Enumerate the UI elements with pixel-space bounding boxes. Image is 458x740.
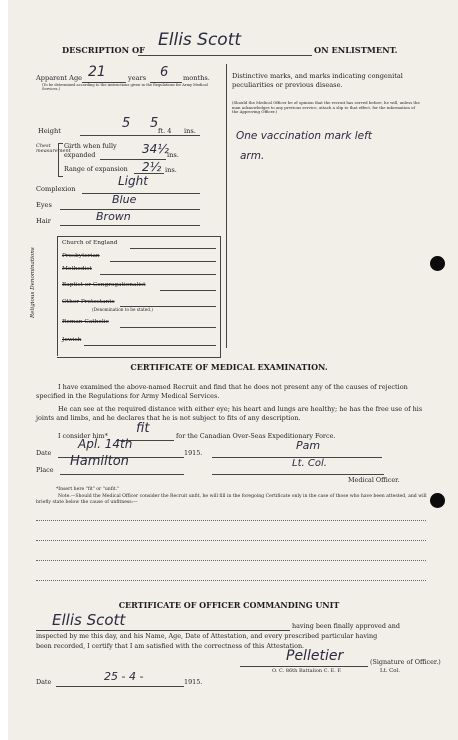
medical-place-label: Place — [36, 466, 54, 474]
co-rank: Lt. Col. — [380, 668, 400, 674]
medical-officer-initial: Pam — [296, 439, 321, 452]
height-line — [80, 135, 200, 136]
medical-year: 1915. — [184, 449, 203, 457]
co-name-line — [36, 630, 290, 631]
religion-line-3 — [100, 274, 216, 275]
complexion-label: Complexion — [36, 185, 76, 193]
height-unit-frac: ft. 4 — [158, 127, 172, 135]
medical-place-value: Hamilton — [70, 454, 129, 469]
religion-group-label: Religious Denominations — [30, 247, 36, 318]
religion-line-1 — [130, 248, 216, 249]
medical-officer-label: Medical Officer. — [348, 476, 400, 484]
religion-line-7 — [84, 345, 216, 346]
co-date-line — [56, 686, 184, 687]
co-para-line2: inspected by me this day, and his Name, Age, Date of Attestation, and every prescribed particular having — [36, 632, 378, 640]
girth-label: Girth when fully expanded — [64, 142, 117, 159]
medical-date-value: Apl. 14th — [78, 437, 133, 451]
co-signature: Pelletier — [286, 648, 344, 664]
religion-item-church-of-england: Church of England — [62, 240, 118, 246]
medical-signature: Lt. Col. — [292, 458, 327, 469]
co-date-value: 25 - 4 - — [104, 670, 144, 683]
religion-line-2 — [110, 261, 216, 262]
height-inches-value: 5 — [150, 116, 159, 131]
co-para-line3: been recorded, I certify that I am satisfied with the correctness of this Attestation. — [36, 642, 305, 650]
range-label: Range of expansion — [64, 165, 128, 173]
age-years-label: years — [128, 74, 147, 82]
column-divider — [226, 64, 227, 348]
unfit-line-1 — [36, 520, 426, 521]
co-signature-line — [240, 666, 368, 667]
medical-heading: CERTIFICATE OF MEDICAL EXAMINATION. — [130, 362, 328, 372]
description-title-left: DESCRIPTION OF — [62, 45, 145, 55]
co-signature-label: (Signature of Officer.) — [370, 658, 441, 666]
medical-note: Note.—Should the Medical Officer consider the Recruit unfit, he will fill in the foregoing Certificate only in the case of those who have been attested, and will briefly state below the cause of unfitness:— — [36, 494, 427, 505]
consider-value: fit — [136, 421, 150, 436]
consider-prefix: I consider him* — [58, 432, 108, 440]
religion-item-jewish: Jewish — [62, 337, 82, 343]
recruit-name: Ellis Scott — [158, 30, 242, 50]
religion-item-roman-catholic: Roman Catholic — [62, 319, 109, 325]
medical-para2: He can see at the required distance with either eye; his heart and lungs are healthy; he has the free use of his joints and limbs, and he declares that he is not subject to fits of any description. — [36, 405, 423, 422]
medical-para1: I have examined the above-named Recruit and find that he does not present any of the causes of rejection specified in the Regulations for Army Medical Services. — [36, 383, 408, 400]
height-feet-value: 5 — [122, 116, 131, 131]
height-unit: ins. — [184, 127, 196, 135]
punch-hole-top — [430, 256, 445, 271]
marks-entry-line2: arm. — [240, 150, 265, 162]
unfit-line-4 — [36, 580, 426, 581]
medical-date-label: Date — [36, 449, 52, 457]
age-note: (To be determined according to the instructions given in the Regulations for Army Medical Services.) — [42, 83, 208, 92]
eyes-value: Blue — [112, 193, 137, 206]
marks-note: (Should the Medical Officer be of opinion that the recruit has served before, he will, unless the man acknowledges to any previous service, attach a slip to that effect, for the information of the Approving Officer.) — [232, 100, 420, 115]
range-value: 2½ — [142, 160, 162, 174]
hair-label: Hair — [36, 217, 51, 225]
girth-value: 34½ — [142, 142, 169, 156]
hair-value: Brown — [96, 210, 131, 223]
medical-signature-line — [212, 474, 384, 475]
co-date-label: Date — [36, 678, 52, 686]
co-heading: CERTIFICATE OF OFFICER COMMANDING UNIT — [118, 600, 340, 610]
religion-line-4 — [160, 290, 216, 291]
marks-entry-line1: One vaccination mark left — [236, 130, 372, 142]
girth-unit: ins. — [167, 151, 179, 159]
name-underline — [138, 55, 312, 56]
complexion-line — [82, 193, 200, 194]
co-year: 1915. — [184, 678, 203, 686]
age-months-value: 6 — [160, 65, 169, 80]
medical-place-line — [60, 474, 184, 475]
left-scan-margin — [0, 0, 8, 740]
religion-item-baptist: Baptist or Congregationalist — [62, 282, 146, 288]
eyes-label: Eyes — [36, 201, 52, 209]
hair-line — [60, 225, 200, 226]
unfit-line-3 — [36, 560, 426, 561]
range-unit: ins. — [165, 166, 177, 174]
complexion-value: Light — [118, 174, 148, 188]
co-approved-text: having been finally approved and — [292, 622, 400, 630]
co-unit: O. C. 86th Battalion C. E. F. — [272, 668, 342, 674]
religion-line-5 — [120, 306, 216, 307]
religion-item-presbyterian: Presbyterian — [62, 253, 100, 259]
religion-line-6 — [120, 327, 216, 328]
religion-item-denomination-note: (Denomination to be stated.) — [92, 307, 153, 312]
co-recruit-name: Ellis Scott — [52, 611, 126, 629]
chest-group-label: Chest measurement — [36, 143, 71, 155]
age-years-value: 21 — [88, 64, 106, 80]
religion-item-methodist: Methodist — [62, 266, 92, 272]
height-label: Height — [38, 127, 61, 135]
religion-item-other-protestants: Other Protestants — [62, 299, 115, 305]
unfit-line-2 — [36, 540, 426, 541]
chest-brace — [58, 143, 63, 177]
description-title-right: ON ENLISTMENT. — [314, 45, 398, 55]
insert-note: *Insert here "fit" or "unfit." — [56, 487, 120, 492]
age-label: Apparent Age — [36, 74, 83, 82]
punch-hole-bottom — [430, 493, 445, 508]
consider-suffix: for the Canadian Over-Seas Expeditionary Force. — [176, 432, 336, 440]
age-months-label: months. — [183, 74, 210, 82]
marks-heading: Distinctive marks, and marks indicating congenital peculiarities or previous disease. — [232, 72, 403, 89]
